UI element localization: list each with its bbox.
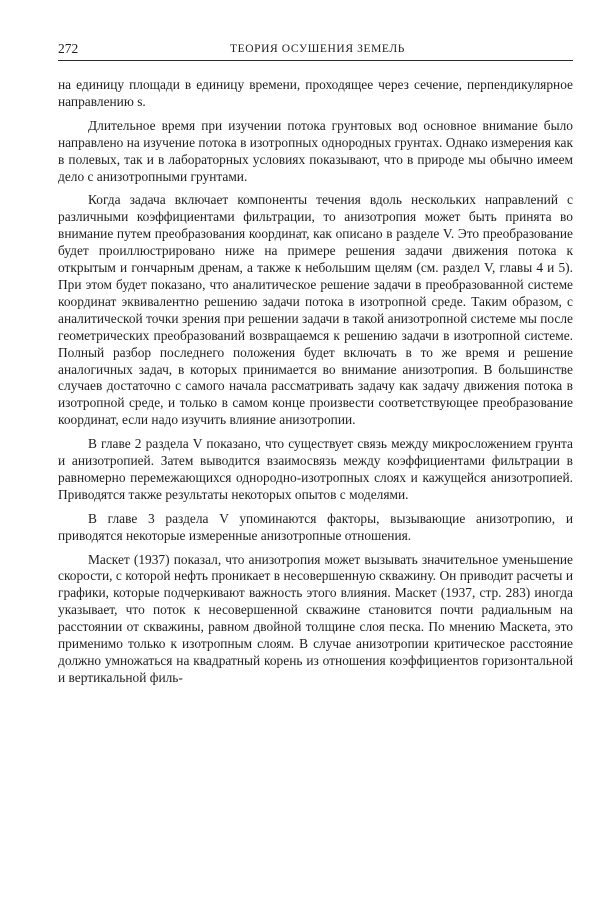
paragraph: Длительное время при изучении потока грунтовых вод основное внимание было направлено на изучение потока в изотропных однородных грунтах. Однако измерения как в полевых, так и в лабораторных условиях показывают, что в природе мы обычно имеем дело с анизотропными грунтами. bbox=[58, 117, 573, 184]
body-text bbox=[58, 77, 573, 687]
paragraph: на единицу площади в единицу времени, проходящее через сечение, перпендикулярное направлению s. bbox=[58, 77, 573, 109]
document-page bbox=[58, 40, 573, 694]
paragraph: В главе 3 раздела V упоминаются факторы, вызывающие анизотропию, и приводятся некоторые измеренные анизотропные отношения. bbox=[58, 510, 573, 543]
page-number: 272 bbox=[58, 41, 79, 56]
running-header bbox=[58, 40, 573, 58]
paragraph: Когда задача включает компоненты течения вдоль нескольких направлений с различными коэффициентами фильтрации, то анизотропия может быть принята во внимание путем преобразования координат, как описано в разделе V. Это преобразование будет проиллюстрировано ниже на примере решения задачи движения потока к открытым и гончарным дренам, а также к небольшим щелям (см. раздел V, главы 4 и 5). При этом будет показано, что аналитическое решение задачи в преобразованной системе координат эквивалентно решению задачи потока в изотропной среде. Таким образом, с аналитической точки зрения при решении задачи в такой анизотропной системе мы после геометрических преобразований возвращаемся к решению задачи в изотропной системе. Полный разбор последнего положения будет включать в то же время и решение аналогичных задач, в которых принимается во внимание анизотропия. В большинстве случаев достаточно с самого начала рассматривать задачу как задачу движения потока в изотропной среде, и только в самом конце произвести соответствующее преобразование координат, если надо изучить влияние анизотропии. bbox=[58, 192, 573, 428]
running-title: ТЕОРИЯ ОСУШЕНИЯ ЗЕМЕЛЬ bbox=[230, 43, 405, 55]
header-rule bbox=[58, 60, 573, 61]
paragraph: В главе 2 раздела V показано, что существует связь между микросложением грунта и анизотропией. Затем выводится взаимосвязь между коэффициентами фильтрации в равномерно перемежающихся однородно-изотропных слоях и кажущейся анизотропией. Приводятся также результаты некоторых опытов с моделями. bbox=[58, 436, 573, 502]
paragraph: Маскет (1937) показал, что анизотропия может вызывать значительное уменьшение скорости, с которой нефть проникает в несовершенную скважину. Он приводит расчеты и графики, которые подчеркивают важность этого влияния. Маскет (1937, стр. 283) иногда указывает, что поток к несовершенной скважине становится почти радиальным на расстоянии от скважины, равном двойной толщине слоя песка. По мнению Маскета, это применимо только к изотропным слоям. В случае анизотропии критическое расстояние должно умножаться на квадратный корень из отношения коэффициентов горизонтальной и вертикальной филь- bbox=[58, 551, 573, 685]
